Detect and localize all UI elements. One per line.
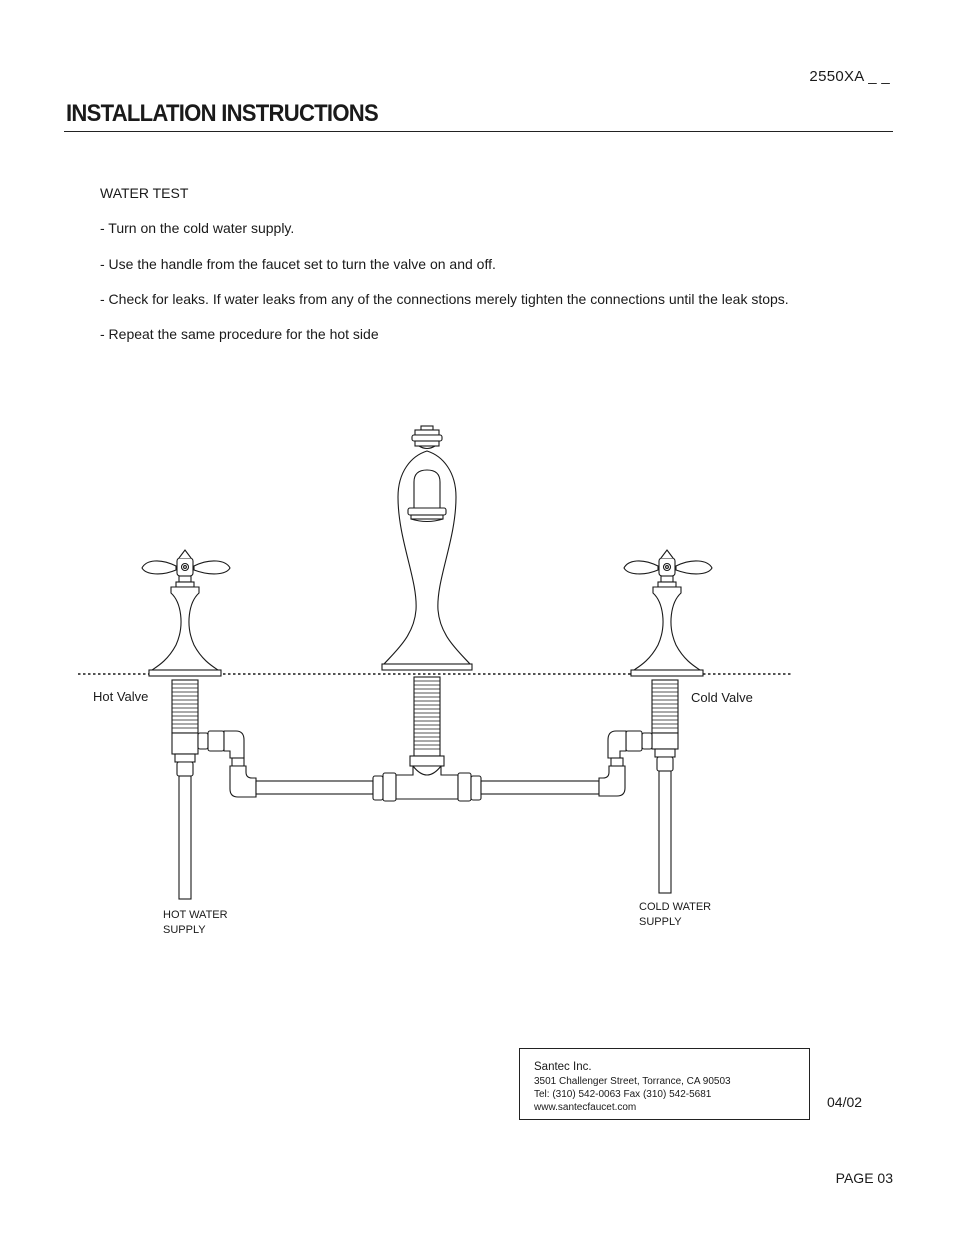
page-title: INSTALLATION INSTRUCTIONS: [66, 100, 378, 127]
hot-supply-line-2: SUPPLY: [163, 924, 206, 936]
company-info-box: [519, 1048, 810, 1120]
spout-icon: [382, 426, 472, 766]
hot-valve-icon: [142, 550, 244, 776]
hot-valve-label: Hot Valve: [93, 689, 149, 704]
title-rule: [64, 131, 893, 132]
hot-side-hose: [230, 758, 383, 800]
hot-water-supply-label: [163, 908, 228, 938]
instruction-step-1: - Turn on the cold water supply.: [100, 220, 295, 236]
cold-supply-line-1: COLD WATER: [639, 901, 712, 913]
cold-valve-label: Cold Valve: [691, 690, 753, 705]
company-phone-fax: Tel: (310) 542-0063 Fax (310) 542-5681: [534, 1089, 712, 1100]
cold-side-hose: [471, 758, 625, 800]
hot-supply-pipe: [179, 776, 191, 899]
company-address: 3501 Challenger Street, Torrance, CA 90503: [534, 1076, 731, 1087]
cold-supply-pipe: [659, 771, 671, 893]
faucet-installation-diagram: [0, 400, 954, 960]
cold-valve-icon: [608, 550, 712, 771]
hot-supply-line-1: HOT WATER: [163, 909, 228, 921]
instruction-step-4: - Repeat the same procedure for the hot side: [100, 326, 379, 342]
instruction-step-2: - Use the handle from the faucet set to turn the valve on and off.: [100, 256, 496, 272]
instruction-step-3: - Check for leaks. If water leaks from any of the connections merely tighten the connections until the leak stops.: [100, 291, 789, 307]
cold-water-supply-label: [639, 900, 711, 930]
company-name: Santec Inc.: [534, 1061, 592, 1073]
cold-supply-line-2: SUPPLY: [639, 916, 682, 928]
page-number: PAGE 03: [835, 1170, 893, 1186]
section-heading: WATER TEST: [100, 185, 189, 201]
model-number: 2550XA _ _: [809, 68, 890, 85]
company-website: www.santecfaucet.com: [534, 1102, 637, 1113]
revision-date: 04/02: [827, 1094, 863, 1110]
tee-fitting: [383, 766, 471, 801]
